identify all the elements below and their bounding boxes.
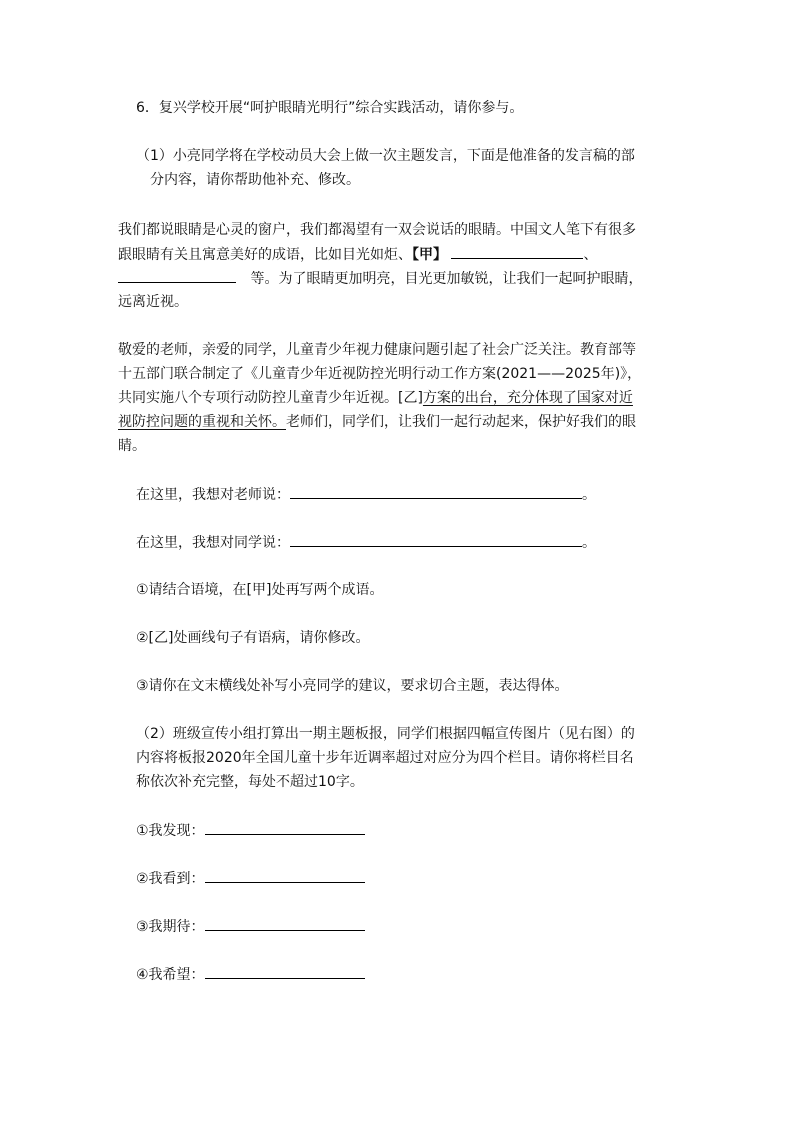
to-students-label: 在这里，我想对同学说：	[136, 535, 290, 551]
part2-line2: 内容将板报2020年全国儿童十步年近调率超过对应分为四个栏目。请你将栏目名	[136, 750, 634, 766]
speech-para2-line3-text: 共同实施八个专项行动防控儿童青少年近视。[乙]	[118, 390, 423, 406]
part2-line3: 称依次补充完整，每处不超过10字。	[136, 774, 364, 790]
idiom-blank-2[interactable]	[118, 268, 236, 283]
column-item-label: ④我希望：	[136, 967, 205, 983]
to-teacher-blank[interactable]	[290, 484, 582, 499]
column-blank[interactable]	[205, 916, 365, 931]
speech-para2-line2: 十五部门联合制定了《儿童青少年近视防控光明行动工作方案(2021——2025年)》，	[118, 366, 642, 382]
speech-para1-line1: 我们都说眼睛是心灵的窗户，我们都渴望有一双会说话的眼睛。中国文人笔下有很多	[118, 222, 636, 238]
task-3: ③请你在文末横线处补写小亮同学的建议，要求切合主题，表达得体。	[136, 678, 569, 694]
part1-intro-line2: 分内容，请你帮助他补充、修改。	[150, 172, 360, 188]
speech-para1-line3-text: 等。为了眼睛更加明亮，目光更加敏锐，让我们一起呵护眼睛，	[250, 271, 643, 287]
speech-para1-line4: 远离近视。	[118, 294, 188, 310]
speech-para2-line4-text: 老师们，同学们，让我们一起行动起来，保护好我们的眼	[286, 414, 636, 430]
idiom-blank-1[interactable]	[451, 244, 583, 259]
to-students-end: 。	[582, 535, 596, 551]
part2-line1: （2）班级宣传小组打算出一期主题板报，同学们根据四幅宣传图片（见右图）的	[136, 726, 635, 742]
speech-para1-line2-text: 跟眼睛有关且寓意美好的成语，比如目光如炬、	[118, 247, 412, 263]
to-teacher-end: 。	[582, 487, 596, 503]
jia-marker: 【甲】	[412, 247, 447, 263]
to-students-blank[interactable]	[290, 532, 582, 547]
column-item-3	[136, 916, 365, 937]
column-item-4	[136, 964, 365, 985]
speech-para2-line3	[118, 388, 633, 408]
column-item-label: ②我看到：	[136, 871, 205, 887]
column-item-label: ①我发现：	[136, 823, 205, 839]
column-blank[interactable]	[205, 820, 365, 835]
to-students-line	[136, 532, 596, 553]
to-teacher-label: 在这里，我想对老师说：	[136, 487, 290, 503]
question-title: 6．复兴学校开展“呵护眼睛光明行”综合实践活动，请你参与。	[136, 100, 524, 116]
task-1: ①请结合语境，在[甲]处再写两个成语。	[136, 582, 384, 598]
to-teacher-line	[136, 484, 596, 505]
yi-underlined-sentence-part2: 视防控问题的重视和关怀。	[118, 414, 286, 430]
column-blank[interactable]	[205, 964, 365, 979]
column-blank[interactable]	[205, 868, 365, 883]
speech-para1-line3	[118, 268, 642, 289]
blank-separator: 、	[583, 247, 598, 263]
speech-para2-line5: 睛。	[118, 438, 146, 454]
speech-para2-line4	[118, 412, 636, 432]
yi-underlined-sentence-part1: 方案的出台，充分体现了国家对近	[422, 390, 633, 406]
speech-para2-line1: 敬爱的老师，亲爱的同学，儿童青少年视力健康问题引起了社会广泛关注。教育部等	[118, 342, 636, 358]
part1-intro-line1: （1）小亮同学将在学校动员大会上做一次主题发言，下面是他准备的发言稿的部	[136, 148, 635, 164]
column-item-2	[136, 868, 365, 889]
speech-para1-line2	[118, 244, 597, 265]
column-item-1	[136, 820, 365, 841]
column-item-label: ③我期待：	[136, 919, 205, 935]
task-2: ②[乙]处画线句子有语病，请你修改。	[136, 630, 370, 646]
